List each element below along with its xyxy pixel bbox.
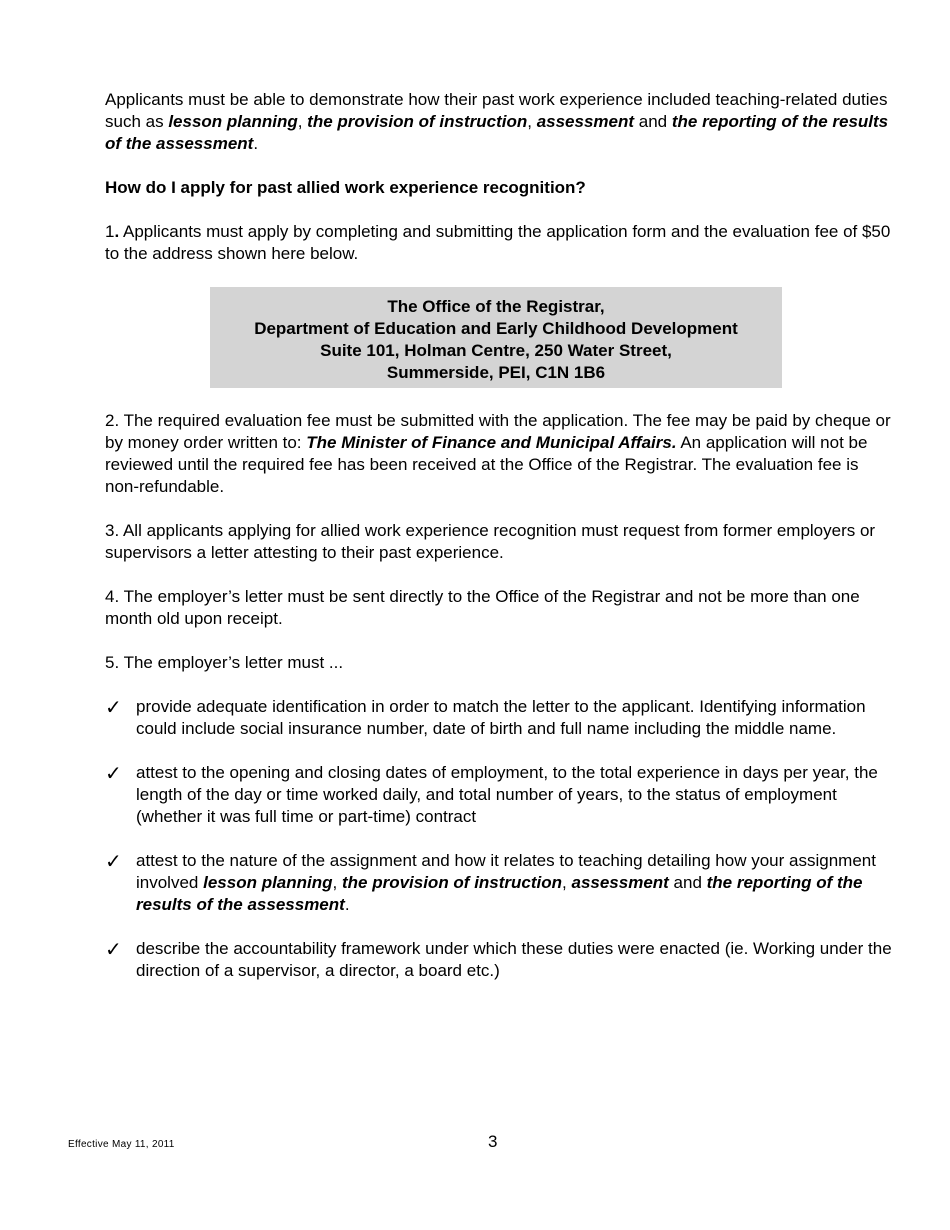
checkmark-icon: ✓ [105,849,122,873]
page-content [105,89,895,1004]
term-reporting-results: the reporting of the results of the assessment [105,112,889,153]
effective-date: Effective May 11, 2011 [68,1139,175,1150]
step-1-number: 1 [105,222,115,241]
term-reporting-results: the reporting of the results of the assessment [136,873,863,914]
section-heading: How do I apply for past allied work experience recognition? [105,178,586,197]
checklist-item-text: describe the accountability framework under which these duties were enacted (ie. Working under the direction of a supervisor, a director, a board etc.) [136,939,892,980]
checkmark-icon: ✓ [105,695,122,719]
term-provision-of-instruction: the provision of instruction [341,873,563,892]
checklist-item-text [136,851,876,914]
separator: , [527,112,537,131]
payee-name: The Minister of Finance and Municipal Affairs. [306,433,677,452]
step-1 [105,221,895,265]
step-2-text-continued: An application will not be reviewed until the required fee has been received at the Office of the Registrar. The evaluation fee is non-refundable. [105,433,868,496]
term-lesson-planning: lesson planning [203,873,333,892]
checkmark-icon: ✓ [105,761,122,785]
intro-paragraph [105,89,895,155]
term-assessment: assessment [571,873,669,892]
address-line-1: The Office of the Registrar, [387,297,605,316]
item-3-text: attest to the nature of the assignment and how it relates to teaching detailing how your assignment involved [136,851,876,892]
separator: and [634,112,672,131]
step-1-dot: . [114,222,120,241]
checklist-item [105,696,895,740]
term-assessment: assessment [536,112,635,131]
checklist-item-text: attest to the opening and closing dates of employment, to the total experience in days per year, the length of the day or time worked daily, and total number of years, to the status of employment (whether it was full time or part-time) contract [136,763,878,826]
step-2-text: 2. The required evaluation fee must be submitted with the application. The fee may be paid by cheque or by money order written to: [105,411,891,452]
term-lesson-planning: lesson planning [168,112,298,131]
separator: . [253,134,259,153]
separator: , [332,873,342,892]
checklist-item [105,762,895,828]
registrar-address-box [210,287,782,388]
separator: . [344,895,350,914]
step-3: 3. All applicants applying for allied work experience recognition must request from former employers or supervisors a letter attesting to their past experience. [105,521,876,562]
separator: , [297,112,308,131]
step-4: 4. The employer’s letter must be sent directly to the Office of the Registrar and not be more than one month old upon receipt. [105,587,860,628]
step-5: 5. The employer’s letter must ... [105,653,344,672]
address-line-4: Summerside, PEI, C1N 1B6 [386,363,606,382]
checkmark-icon: ✓ [105,937,122,961]
checklist-item [105,938,895,982]
separator: , [562,873,572,892]
checklist-item-text: provide adequate identification in order to match the letter to the applicant. Identifying information could include social insurance number, date of birth and full name including the middle name. [136,697,866,738]
checklist-item [105,850,895,916]
step-2 [105,410,895,498]
address-line-2: Department of Education and Early Childhood Development [254,319,738,338]
employer-letter-checklist [105,696,895,982]
address-line-3: Suite 101, Holman Centre, 250 Water Street, [320,341,672,360]
separator: and [668,873,707,892]
intro-text: Applicants must be able to demonstrate how their past work experience included teaching-related duties such as [105,90,888,131]
step-1-text: Applicants must apply by completing and submitting the application form and the evaluation fee of $50 to the address shown here below. [105,222,891,263]
page-number: 3 [488,1132,498,1151]
term-provision-of-instruction: the provision of instruction [307,112,528,131]
